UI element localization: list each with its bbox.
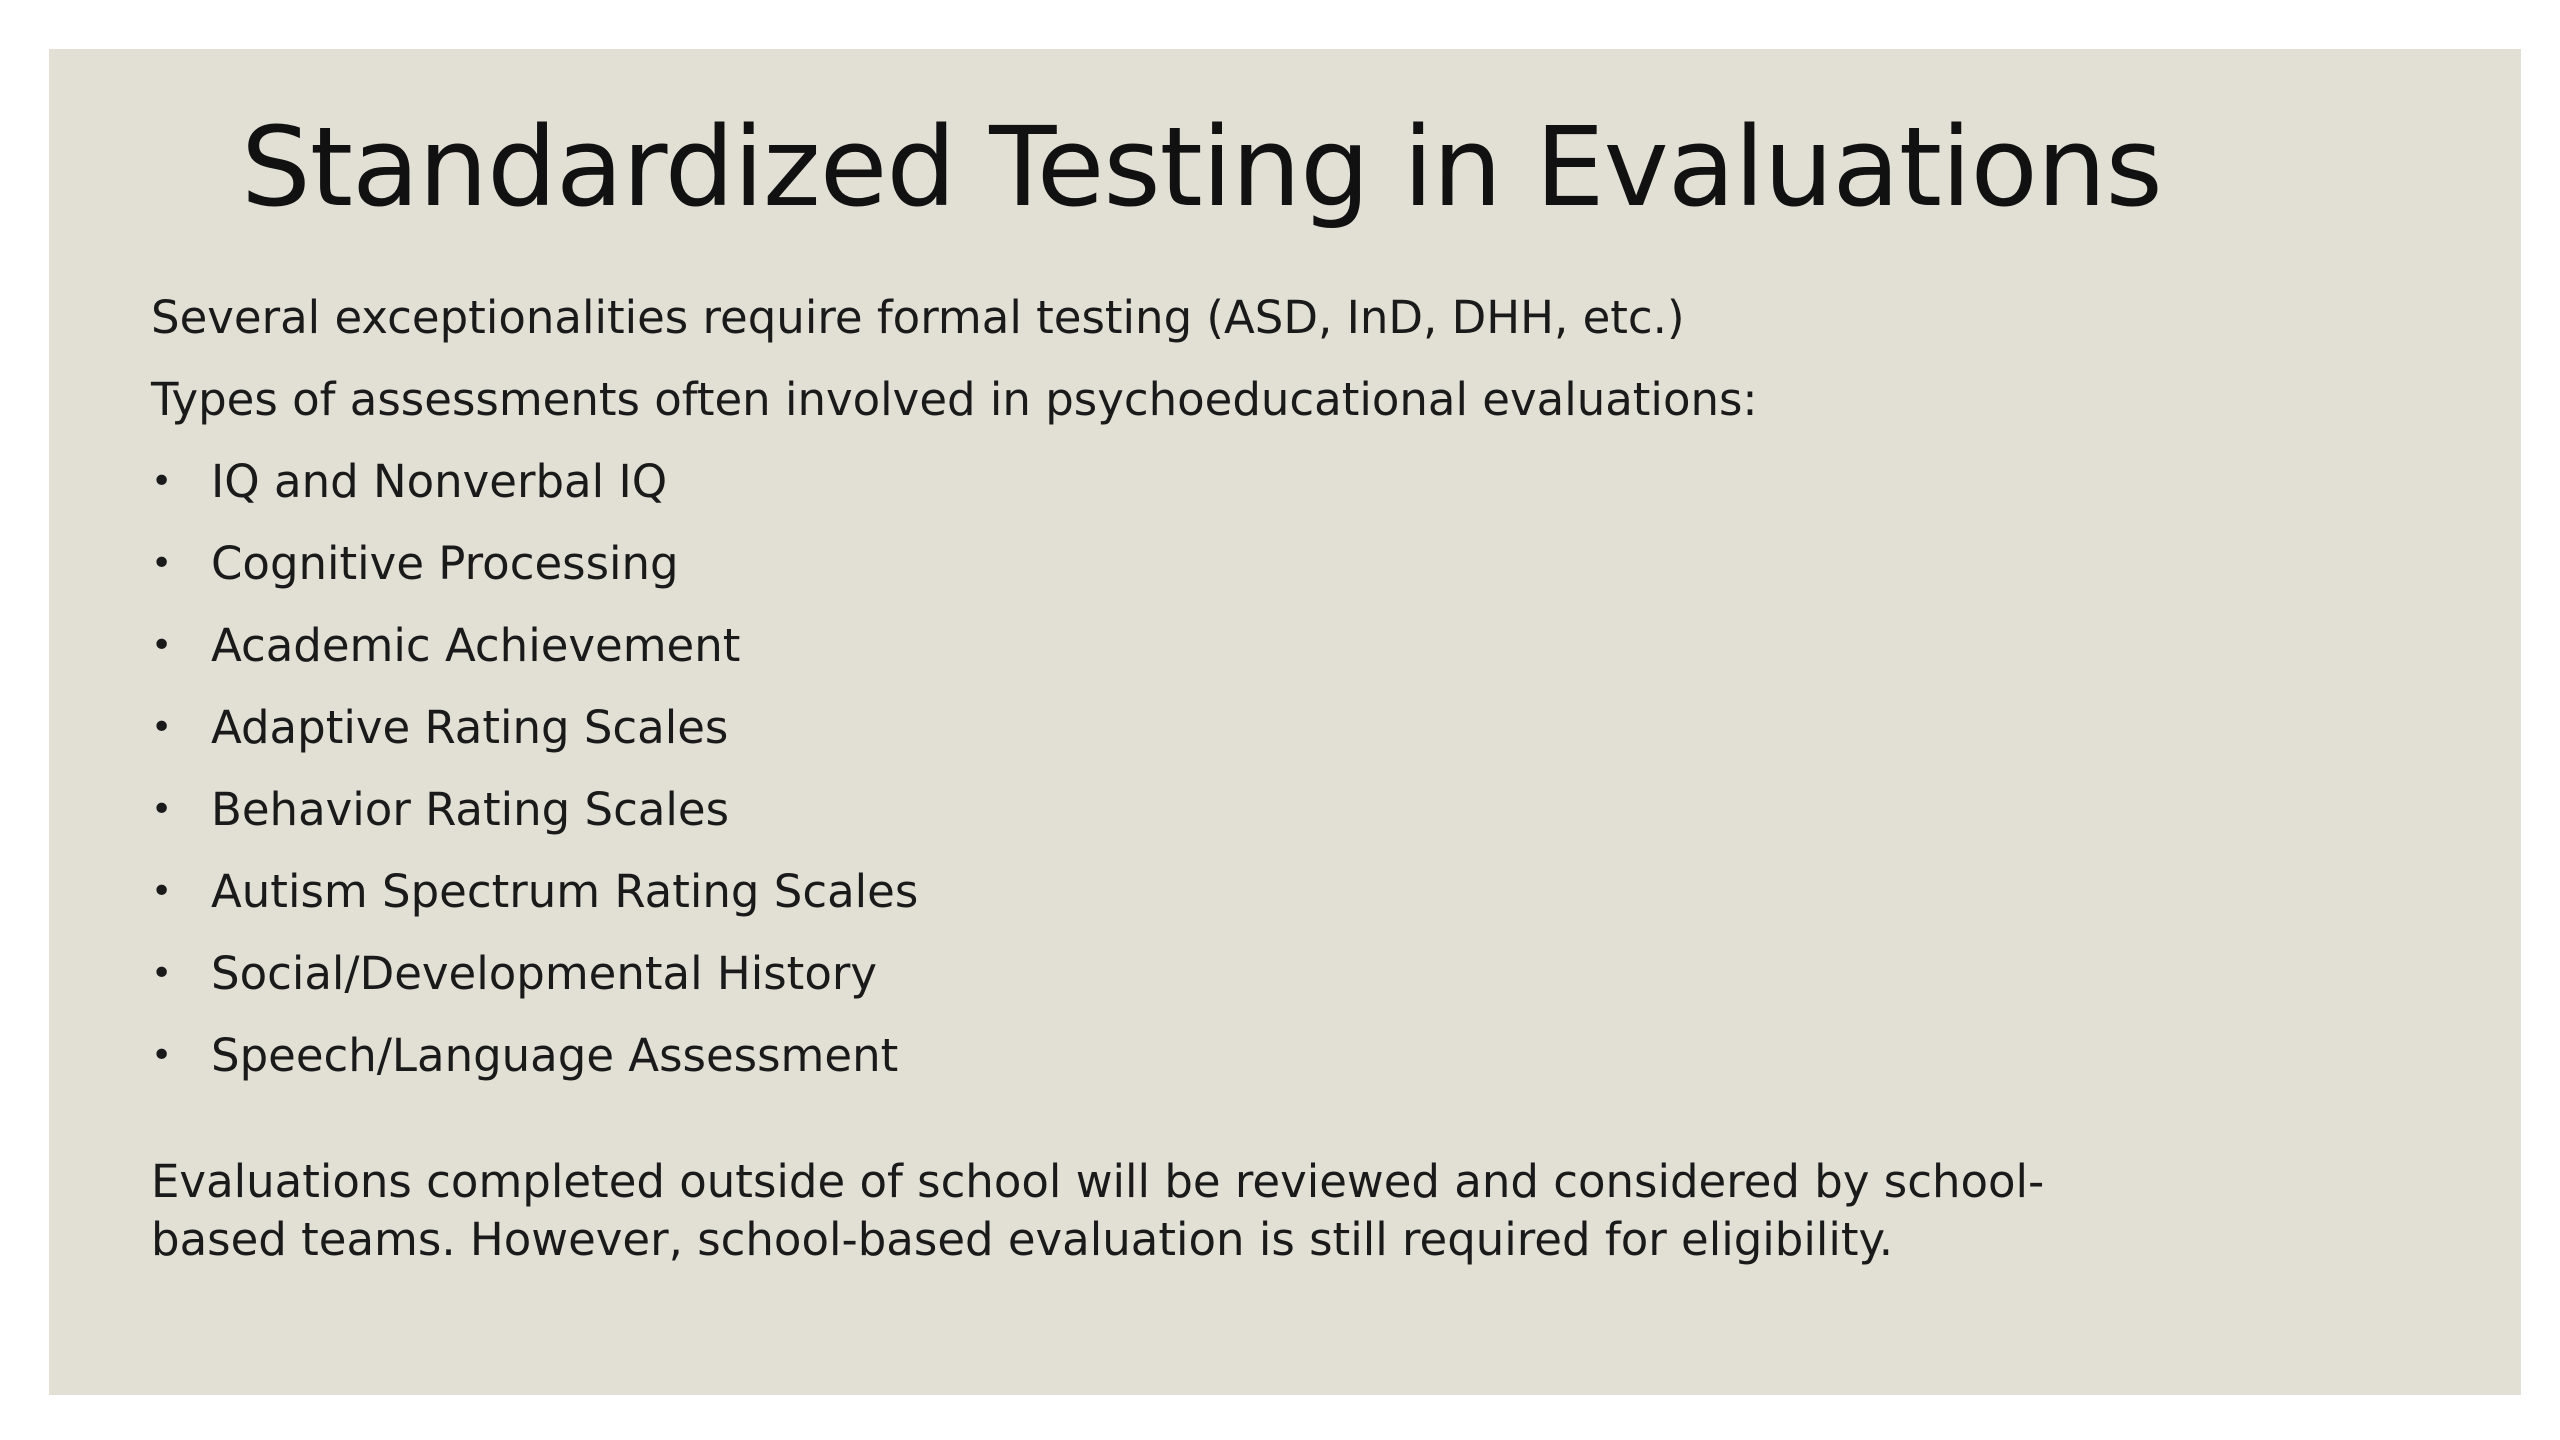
list-item: [151, 687, 2151, 769]
list-item-label: Autism Spectrum Rating Scales: [211, 865, 919, 918]
list-item: [151, 933, 2151, 1015]
list-item: [151, 605, 2151, 687]
list-item-label: Speech/Language Assessment: [211, 1029, 899, 1082]
list-item: [151, 441, 2151, 523]
slide-body: [151, 277, 2151, 1269]
list-item: [151, 523, 2151, 605]
list-item: [151, 851, 2151, 933]
list-item-label: Behavior Rating Scales: [211, 783, 730, 836]
list-item-label: Social/Developmental History: [211, 947, 877, 1000]
slide: [49, 49, 2521, 1395]
bullet-icon: •: [151, 871, 173, 912]
list-item-label: Adaptive Rating Scales: [211, 701, 729, 754]
intro-line-assessment-types: Types of assessments often involved in psychoeducational evaluations:: [151, 373, 1758, 426]
assessment-list: [151, 441, 2151, 1097]
list-item-label: Academic Achievement: [211, 619, 741, 672]
bullet-icon: •: [151, 707, 173, 748]
outside-evaluation-note: Evaluations completed outside of school will be reviewed and considered by school-based teams. However, school-based evaluation is still required for eligibility.: [151, 1155, 2045, 1266]
list-item-label: IQ and Nonverbal IQ: [211, 455, 668, 508]
bullet-icon: •: [151, 625, 173, 666]
list-item: [151, 1015, 2151, 1097]
slide-title: Standardized Testing in Evaluations: [241, 103, 2162, 231]
bullet-icon: •: [151, 1035, 173, 1076]
bullet-icon: •: [151, 461, 173, 502]
bullet-icon: •: [151, 789, 173, 830]
list-item: [151, 769, 2151, 851]
intro-line-exceptionalities: Several exceptionalities require formal testing (ASD, InD, DHH, etc.): [151, 291, 1685, 344]
list-item-label: Cognitive Processing: [211, 537, 679, 590]
bullet-icon: •: [151, 953, 173, 994]
bullet-icon: •: [151, 543, 173, 584]
